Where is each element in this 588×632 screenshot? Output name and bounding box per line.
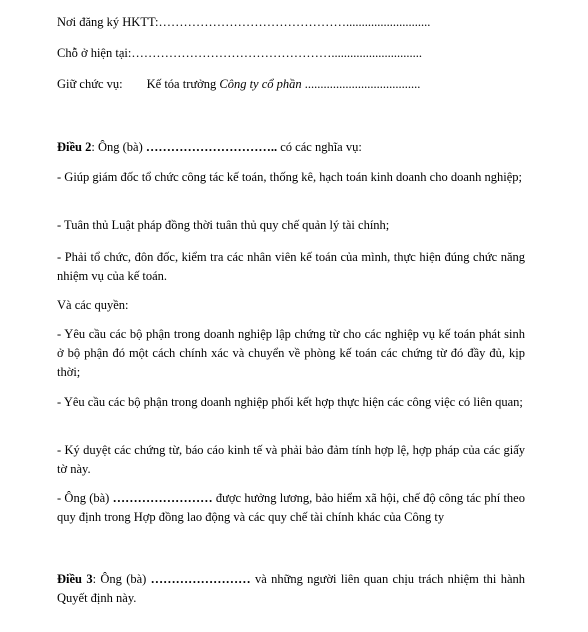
article3-intro-dots: …………………… [150,572,251,586]
position-dots: ..................................... [304,77,421,91]
article3-paragraph [57,570,525,608]
article3-intro-after: và những người liên quan chịu trách nhiệm thi hành Quyết định này. [57,572,526,605]
salary-prefix: - Ông (bà) [57,491,113,505]
salary-text: được hưởng lương, bảo hiểm xã hội, chế độ công tác phí theo quy định trong Hợp đồng lao động và các quy chế tài chính khác của Công ty [57,491,525,524]
position-value-prefix: Kế tóa trưởng [146,77,217,91]
registration-label: Nơi đăng ký HKTT: [57,15,159,29]
salary-paragraph [57,489,525,527]
residence-line [57,46,422,61]
salary-dots: …………………… [112,491,213,505]
right-item: - Yêu cầu các bộ phận trong doanh nghiệp lập chứng từ cho các nghiệp vụ kế toán phát sinh ở bộ phận đó một cách chính xác và chuyển về phòng kế toán các chứng từ đó đầy đủ, kịp thời; [57,327,525,379]
registration-dots: ………………………………………........................... [158,15,431,29]
registration-line [57,15,430,30]
position-label: Giữ chức vụ: [57,77,123,91]
duty-item: - Phải tổ chức, đôn đốc, kiểm tra các nhân viên kế toán của mình, thực hiện đúng chức năng nhiệm vụ của kế toán. [57,250,525,283]
article2-intro-after: có các nghĩa vụ: [277,140,362,154]
article2-intro-dots: ………………………….. [145,140,278,154]
article2-intro-before: : Ông (bà) [91,140,143,154]
residence-dots: …………………………………………............................. [131,46,422,60]
right-item: - Yêu cầu các bộ phận trong doanh nghiệp phối kết hợp thực hiện các công việc có liên quan; [57,395,523,409]
duty-item: - Tuân thủ Luật pháp đồng thời tuân thủ quy chế quản lý tài chính; [57,218,390,232]
right-item: - Ký duyệt các chứng từ, báo cáo kinh tế và phải bảo đảm tính hợp lệ, hợp pháp của các giấy tờ này. [57,443,525,476]
article2-intro [57,140,362,155]
article2-heading: Điều 2 [57,140,92,154]
article3-heading: Điều 3 [57,572,93,586]
residence-label: Chỗ ở hiện tại: [57,46,132,60]
rights-heading: Và các quyền: [57,298,129,312]
position-line [57,77,420,92]
duty-item: - Giúp giám đốc tổ chức công tác kế toán, thống kê, hạch toán kinh doanh cho doanh nghiệp; [57,170,522,184]
position-value-company: Công ty cổ phần [219,77,302,91]
article3-intro-before: : Ông (bà) [92,572,151,586]
